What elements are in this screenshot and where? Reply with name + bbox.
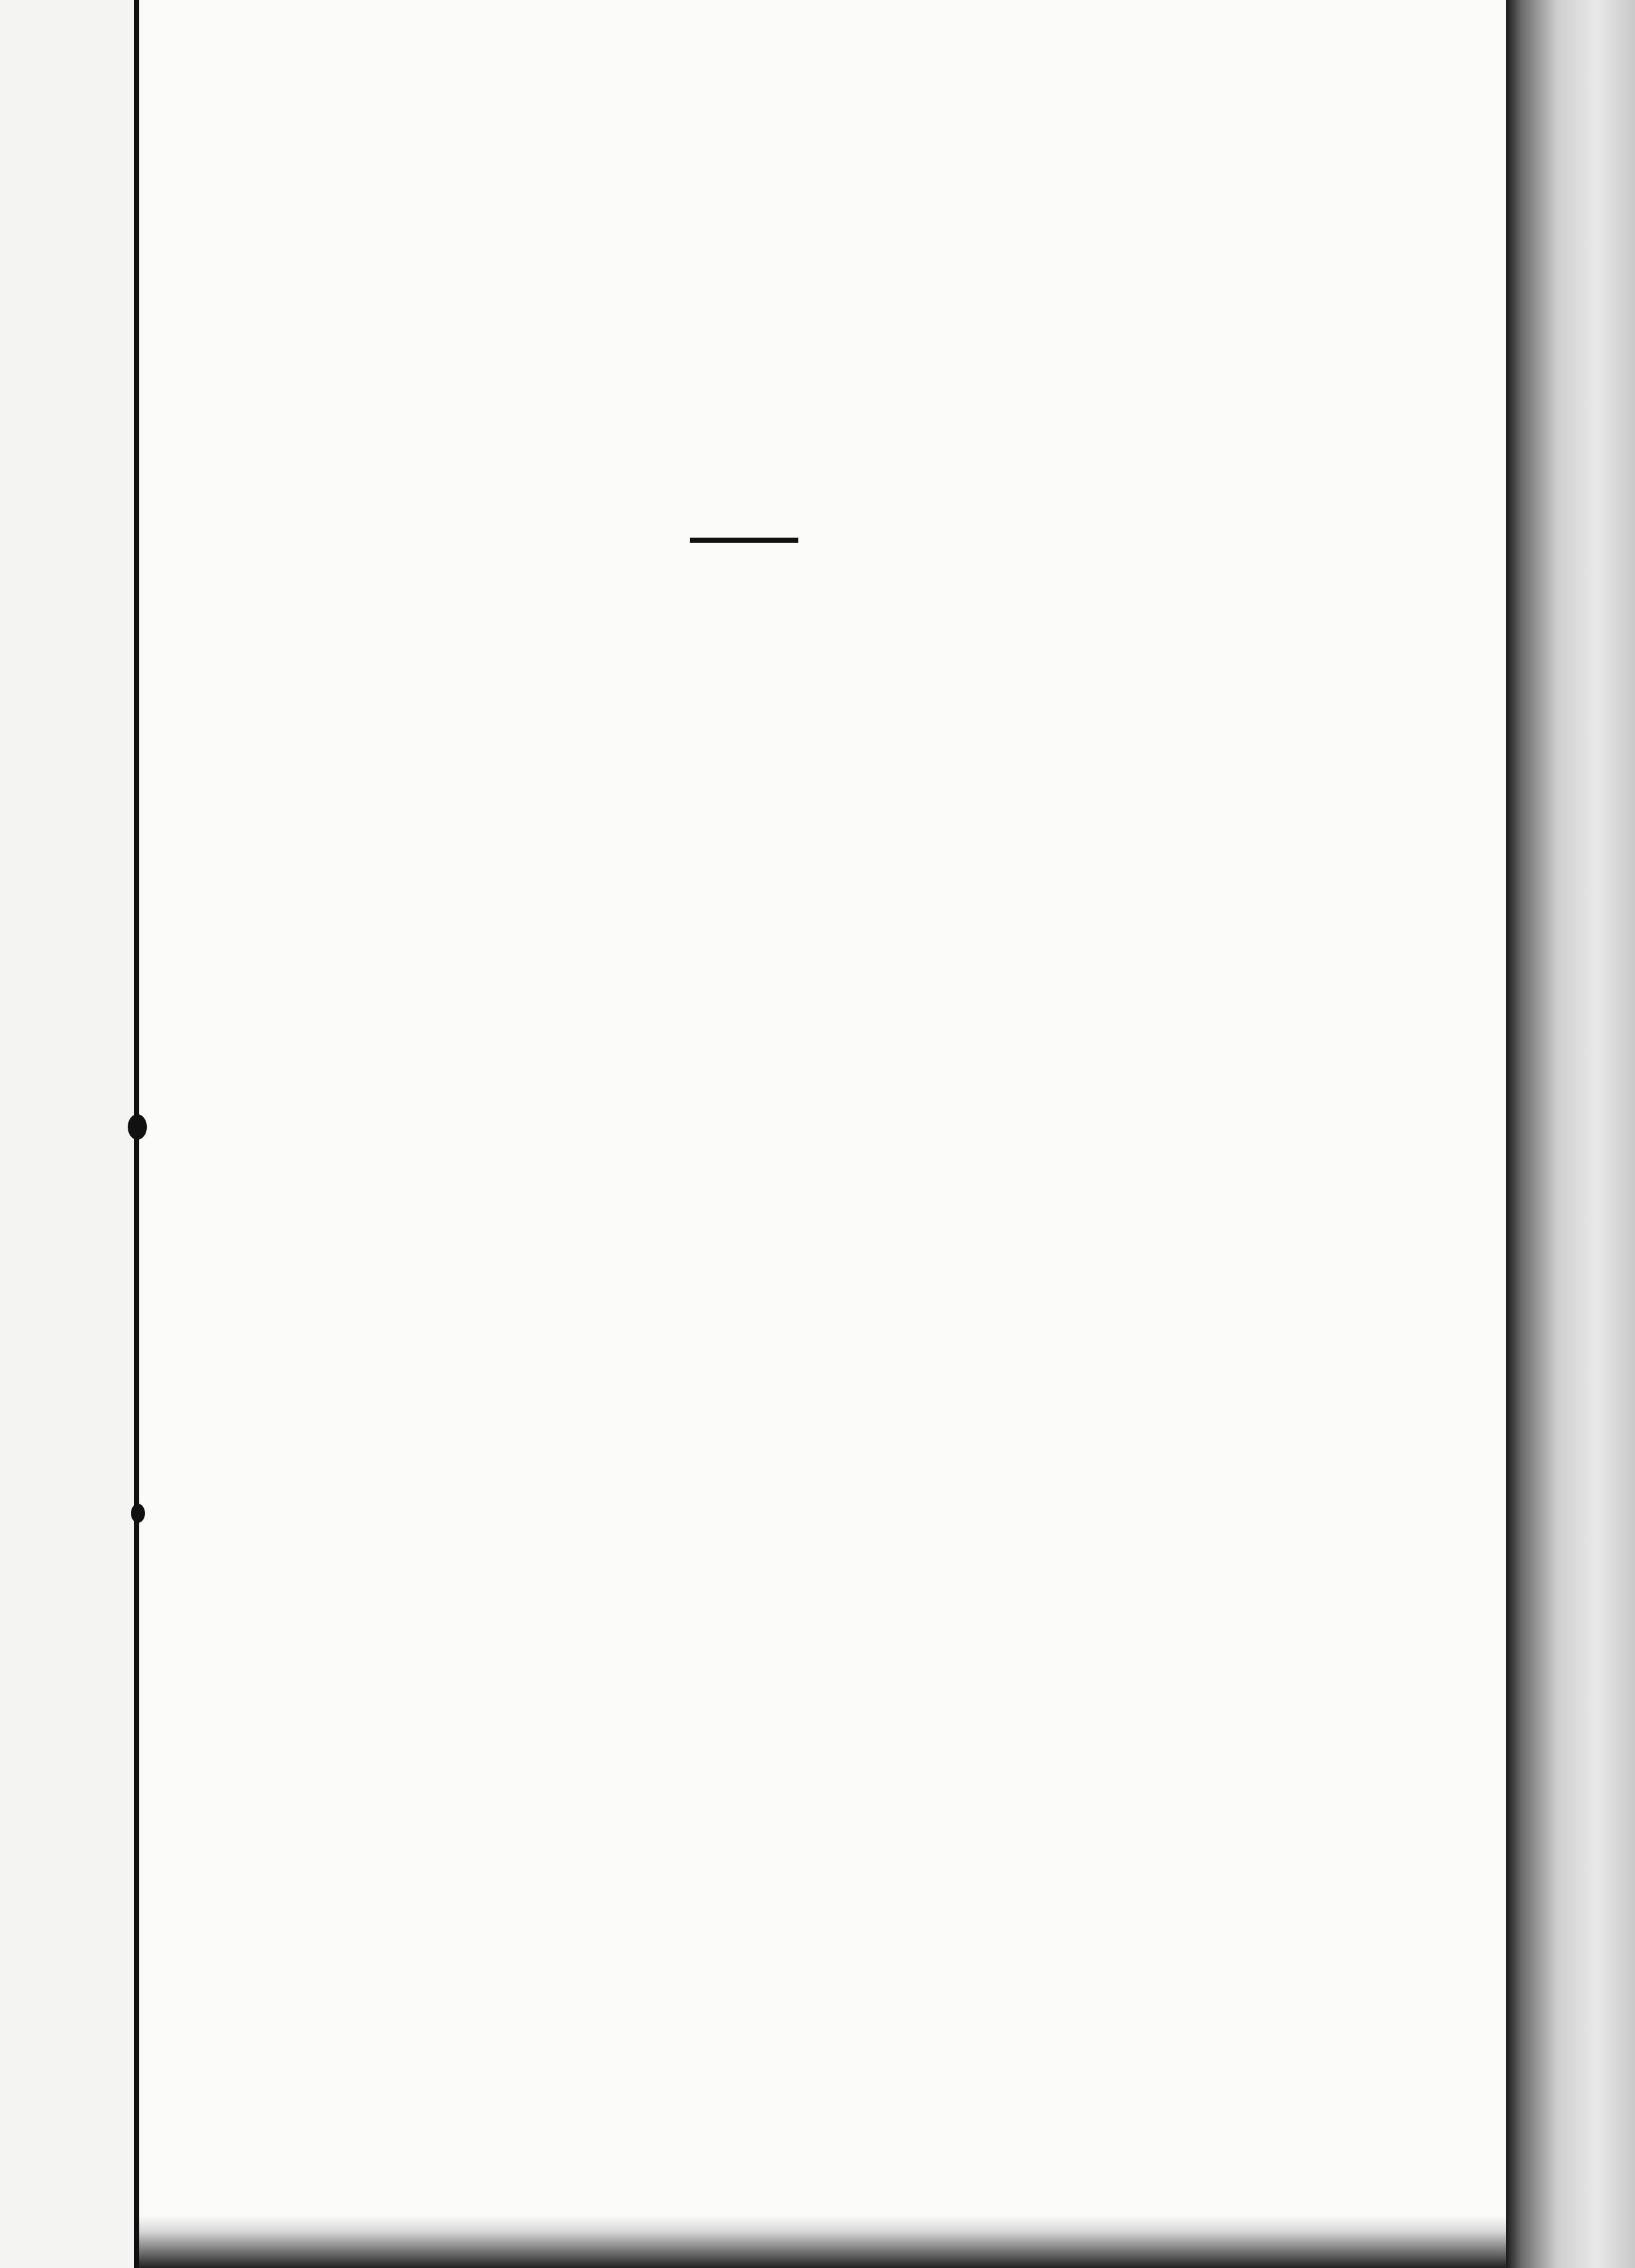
previous-page-edge: [0, 0, 139, 2268]
page-bottom-shadow: [139, 2216, 1506, 2268]
document-page: [139, 0, 1508, 2268]
section-divider: [690, 538, 798, 543]
binding-hole: [131, 1504, 145, 1523]
binding-hole: [128, 1114, 147, 1140]
page-edge-shadow: [1506, 0, 1635, 2268]
